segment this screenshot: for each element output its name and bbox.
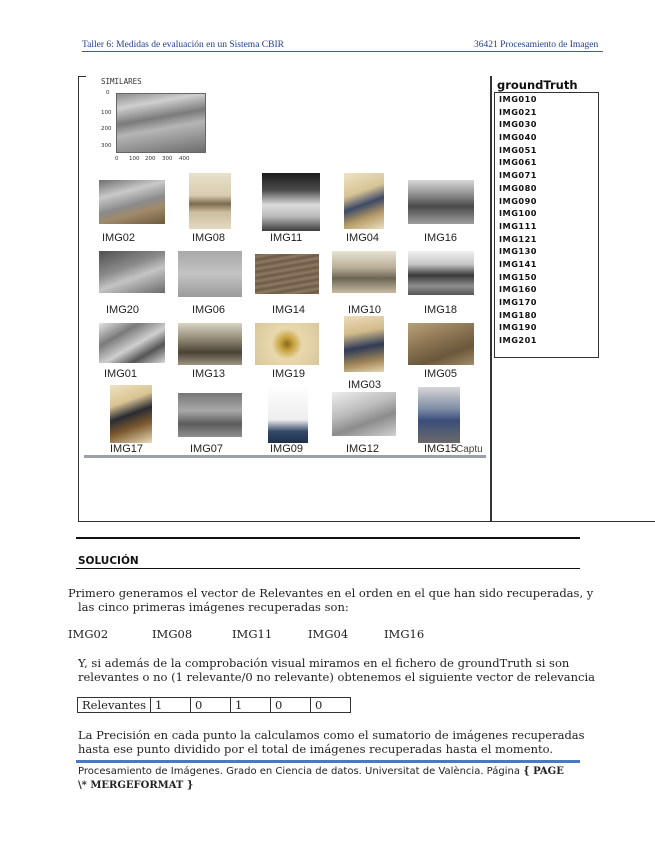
relevance-label: Relevantes <box>78 698 151 713</box>
image-label: IMG16 <box>424 232 458 244</box>
header-right: 36421 Procesamiento de Imagen <box>474 40 599 50</box>
retrieved-item: IMG16 <box>384 627 425 641</box>
image-label: IMG14 <box>272 304 306 316</box>
image-label: IMG13 <box>192 368 226 380</box>
header-left: Taller 6: Medidas de evaluación en un Sistema CBIR <box>82 40 284 50</box>
thumbnail <box>99 323 165 363</box>
image-label: IMG01 <box>104 368 138 380</box>
image-label: IMG11 <box>270 232 303 244</box>
paragraph-3-line-1: La Precisión en cada punto la calculamos como el sumatorio de imágenes recuperadas <box>78 728 585 742</box>
x-tick: 400 <box>179 156 190 162</box>
groundtruth-item: IMG180 <box>499 309 538 320</box>
y-tick: 300 <box>101 143 112 149</box>
groundtruth-item: IMG141 <box>499 258 538 269</box>
thumbnail <box>99 251 165 293</box>
thumbnail <box>332 251 396 293</box>
groundtruth-item: IMG090 <box>499 195 538 206</box>
y-tick: 0 <box>106 90 110 96</box>
paragraph-3-line-2: hasta ese punto dividido por el total de imágenes recuperadas hasta el momento. <box>78 742 553 756</box>
header-rule <box>82 51 603 52</box>
thumbnail <box>408 180 474 224</box>
y-tick: 200 <box>101 126 112 132</box>
footer-rule <box>76 760 580 763</box>
similares-title: SIMILARES <box>101 77 142 86</box>
image-label: IMG06 <box>192 304 226 316</box>
relevance-value: 1 <box>151 698 191 713</box>
groundtruth-item: IMG121 <box>499 233 538 244</box>
footer-text <box>78 766 564 777</box>
thumbnail <box>178 393 242 437</box>
paragraph-1-line-1: Primero generamos el vector de Relevantes en el orden en el que han sido recuperadas, y <box>68 586 594 600</box>
thumbnail <box>178 323 242 365</box>
footer-field-code-2: \* MERGEFORMAT } <box>78 780 194 791</box>
relevance-value: 0 <box>311 698 351 713</box>
relevance-value: 0 <box>191 698 231 713</box>
groundtruth-item: IMG030 <box>499 119 538 130</box>
retrieved-item: IMG04 <box>308 627 349 641</box>
capture-tag: Captu <box>456 444 483 455</box>
groundtruth-item: IMG080 <box>499 182 538 193</box>
thumbnail <box>418 387 460 443</box>
retrieved-item: IMG02 <box>68 627 109 641</box>
image-label: IMG03 <box>348 379 382 391</box>
thumbnail <box>178 251 242 297</box>
x-tick: 0 <box>115 156 119 162</box>
paragraph-1-line-2: las cinco primeras imágenes recuperadas son: <box>78 600 349 614</box>
image-label: IMG15 <box>424 443 458 455</box>
section-rule <box>76 537 580 539</box>
thumbnail <box>255 254 319 294</box>
groundtruth-item: IMG160 <box>499 284 538 295</box>
thumbnail <box>255 323 319 365</box>
image-label: IMG09 <box>270 443 304 455</box>
image-label: IMG17 <box>110 443 144 455</box>
retrieved-item: IMG08 <box>152 627 193 641</box>
thumbnail <box>344 316 384 372</box>
query-image <box>116 93 206 153</box>
relevance-value: 1 <box>231 698 271 713</box>
groundtruth-item: IMG111 <box>499 220 538 231</box>
image-label: IMG10 <box>348 304 382 316</box>
x-tick: 200 <box>145 156 156 162</box>
retrieved-item: IMG11 <box>232 627 273 641</box>
thumbnail <box>408 251 474 295</box>
groundtruth-item: IMG010 <box>499 94 538 104</box>
groundtruth-item: IMG170 <box>499 297 538 307</box>
image-label: IMG04 <box>346 232 380 244</box>
paragraph-2-line-2: relevantes o no (1 relevante/0 no relevante) obtenemos el siguiente vector de relevancia <box>78 670 596 684</box>
footer-field-code: { PAGE <box>523 766 564 777</box>
relevance-table <box>77 697 351 713</box>
groundtruth-item: IMG130 <box>499 246 538 257</box>
figure-scrollbar <box>84 455 486 458</box>
thumbnail <box>332 392 396 436</box>
image-label: IMG20 <box>106 304 140 316</box>
image-label: IMG02 <box>102 232 136 244</box>
groundtruth-item: IMG201 <box>499 335 538 346</box>
groundtruth-item: IMG051 <box>499 144 538 155</box>
image-label: IMG12 <box>346 443 380 455</box>
image-label: IMG08 <box>192 232 226 244</box>
section-rule <box>76 568 580 569</box>
thumbnail <box>344 173 384 229</box>
image-label: IMG19 <box>272 368 306 380</box>
groundtruth-item: IMG061 <box>499 157 538 168</box>
groundtruth-item: IMG071 <box>499 170 538 181</box>
groundtruth-item: IMG190 <box>499 322 538 333</box>
y-tick: 100 <box>101 110 112 116</box>
groundtruth-item: IMG150 <box>499 271 538 282</box>
thumbnail <box>268 385 308 443</box>
figure-corner <box>78 76 86 77</box>
paragraph-2-line-1: Y, si además de la comprobación visual miramos en el fichero de groundTruth si son <box>78 656 570 670</box>
groundtruth-list <box>494 92 599 358</box>
image-label: IMG18 <box>424 304 458 316</box>
image-label: IMG07 <box>190 443 224 455</box>
thumbnail <box>408 323 474 365</box>
thumbnail <box>99 180 165 224</box>
thumbnail <box>189 173 231 229</box>
groundtruth-item: IMG040 <box>499 132 538 143</box>
groundtruth-title: groundTruth <box>497 78 578 92</box>
footer-label: Procesamiento de Imágenes. Grado en Ciencia de datos. Universitat de València. Página <box>78 766 520 777</box>
groundtruth-item: IMG100 <box>499 208 538 219</box>
x-tick: 100 <box>129 156 140 162</box>
image-label: IMG05 <box>424 368 458 380</box>
solution-title: SOLUCIÓN <box>78 555 139 567</box>
groundtruth-item: IMG021 <box>499 106 538 117</box>
relevance-value: 0 <box>271 698 311 713</box>
x-tick: 300 <box>162 156 173 162</box>
thumbnail <box>262 173 320 231</box>
thumbnail <box>110 385 152 443</box>
relevance-row <box>78 698 351 713</box>
